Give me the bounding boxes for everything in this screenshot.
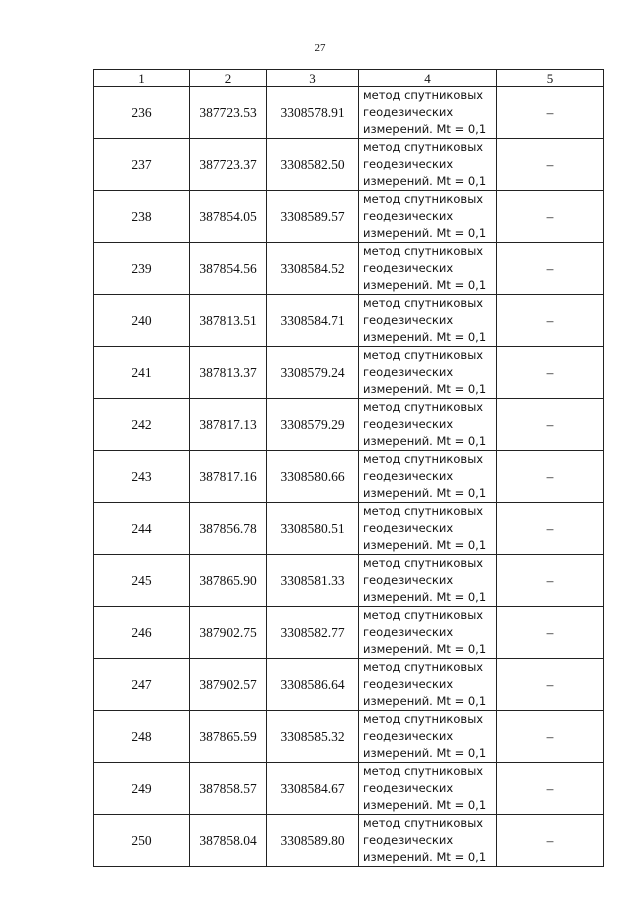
x-coordinate-cell: 387865.90 [190, 555, 267, 607]
x-coordinate-cell: 387902.75 [190, 607, 267, 659]
x-coordinate-cell: 387858.57 [190, 763, 267, 815]
y-coordinate-cell: 3308584.71 [267, 295, 359, 347]
y-coordinate-cell: 3308580.66 [267, 451, 359, 503]
method-cell [359, 87, 497, 139]
method-line: метод спутниковых [363, 608, 484, 622]
method-line: измерений. Mt = 0,1 [363, 798, 487, 812]
table-row [94, 607, 604, 659]
table-row [94, 555, 604, 607]
method-line: измерений. Mt = 0,1 [363, 382, 487, 396]
table-row [94, 399, 604, 451]
method-line: метод спутниковых [363, 556, 484, 570]
method-line: геодезических [363, 209, 454, 223]
method-cell [359, 763, 497, 815]
header-col-3: 3 [267, 70, 359, 87]
method-line: геодезических [363, 157, 454, 171]
method-line: измерений. Mt = 0,1 [363, 746, 487, 760]
point-number-cell: 249 [94, 763, 190, 815]
y-coordinate-cell: 3308586.64 [267, 659, 359, 711]
note-cell: – [497, 815, 604, 867]
method-line: метод спутниковых [363, 660, 484, 674]
method-cell [359, 191, 497, 243]
note-cell: – [497, 607, 604, 659]
point-number-cell: 250 [94, 815, 190, 867]
point-number-cell: 236 [94, 87, 190, 139]
method-line: измерений. Mt = 0,1 [363, 226, 487, 240]
method-line: метод спутниковых [363, 400, 484, 414]
method-line: геодезических [363, 105, 454, 119]
method-cell [359, 139, 497, 191]
method-line: метод спутниковых [363, 764, 484, 778]
x-coordinate-cell: 387817.13 [190, 399, 267, 451]
x-coordinate-cell: 387856.78 [190, 503, 267, 555]
method-cell [359, 503, 497, 555]
x-coordinate-cell: 387865.59 [190, 711, 267, 763]
header-col-5: 5 [497, 70, 604, 87]
table-header [94, 70, 604, 87]
point-number-cell: 240 [94, 295, 190, 347]
method-line: метод спутниковых [363, 88, 484, 102]
table-row [94, 711, 604, 763]
method-line: метод спутниковых [363, 244, 484, 258]
point-number-cell: 242 [94, 399, 190, 451]
method-line: измерений. Mt = 0,1 [363, 330, 487, 344]
y-coordinate-cell: 3308589.57 [267, 191, 359, 243]
x-coordinate-cell: 387817.16 [190, 451, 267, 503]
point-number-cell: 244 [94, 503, 190, 555]
note-cell: – [497, 711, 604, 763]
method-line: метод спутниковых [363, 452, 484, 466]
y-coordinate-cell: 3308579.29 [267, 399, 359, 451]
y-coordinate-cell: 3308589.80 [267, 815, 359, 867]
method-line: измерений. Mt = 0,1 [363, 278, 487, 292]
note-cell: – [497, 139, 604, 191]
note-cell: – [497, 295, 604, 347]
header-row [94, 70, 604, 87]
y-coordinate-cell: 3308578.91 [267, 87, 359, 139]
note-cell: – [497, 243, 604, 295]
method-cell [359, 243, 497, 295]
point-number-cell: 247 [94, 659, 190, 711]
method-line: измерений. Mt = 0,1 [363, 694, 487, 708]
x-coordinate-cell: 387813.51 [190, 295, 267, 347]
method-line: измерений. Mt = 0,1 [363, 122, 487, 136]
table-row [94, 87, 604, 139]
header-col-1: 1 [94, 70, 190, 87]
page-number: 27 [314, 42, 326, 54]
method-cell [359, 451, 497, 503]
method-cell [359, 295, 497, 347]
point-number-cell: 238 [94, 191, 190, 243]
point-number-cell: 248 [94, 711, 190, 763]
method-line: измерений. Mt = 0,1 [363, 590, 487, 604]
y-coordinate-cell: 3308584.52 [267, 243, 359, 295]
table-body [94, 87, 604, 867]
note-cell: – [497, 503, 604, 555]
method-line: геодезических [363, 417, 454, 431]
coordinates-table [93, 69, 604, 867]
method-line: метод спутниковых [363, 504, 484, 518]
point-number-cell: 245 [94, 555, 190, 607]
method-line: метод спутниковых [363, 348, 484, 362]
point-number-cell: 243 [94, 451, 190, 503]
note-cell: – [497, 555, 604, 607]
method-cell [359, 607, 497, 659]
point-number-cell: 237 [94, 139, 190, 191]
table-row [94, 295, 604, 347]
method-line: геодезических [363, 573, 454, 587]
method-cell [359, 659, 497, 711]
note-cell: – [497, 191, 604, 243]
note-cell: – [497, 347, 604, 399]
note-cell: – [497, 763, 604, 815]
x-coordinate-cell: 387723.53 [190, 87, 267, 139]
method-line: измерений. Mt = 0,1 [363, 538, 487, 552]
method-line: геодезических [363, 625, 454, 639]
note-cell: – [497, 659, 604, 711]
method-line: геодезических [363, 365, 454, 379]
method-line: метод спутниковых [363, 296, 484, 310]
table-row [94, 815, 604, 867]
point-number-cell: 246 [94, 607, 190, 659]
method-cell [359, 399, 497, 451]
note-cell: – [497, 399, 604, 451]
table-row [94, 243, 604, 295]
x-coordinate-cell: 387854.05 [190, 191, 267, 243]
table-row [94, 139, 604, 191]
note-cell: – [497, 451, 604, 503]
method-line: геодезических [363, 677, 454, 691]
method-line: измерений. Mt = 0,1 [363, 486, 487, 500]
method-line: геодезических [363, 469, 454, 483]
y-coordinate-cell: 3308581.33 [267, 555, 359, 607]
method-line: метод спутниковых [363, 816, 484, 830]
x-coordinate-cell: 387902.57 [190, 659, 267, 711]
note-cell: – [497, 87, 604, 139]
method-cell [359, 555, 497, 607]
method-line: метод спутниковых [363, 140, 484, 154]
method-line: измерений. Mt = 0,1 [363, 850, 487, 864]
method-line: измерений. Mt = 0,1 [363, 434, 487, 448]
x-coordinate-cell: 387723.37 [190, 139, 267, 191]
method-line: геодезических [363, 521, 454, 535]
point-number-cell: 239 [94, 243, 190, 295]
method-line: измерений. Mt = 0,1 [363, 174, 487, 188]
method-line: геодезических [363, 833, 454, 847]
y-coordinate-cell: 3308582.77 [267, 607, 359, 659]
y-coordinate-cell: 3308585.32 [267, 711, 359, 763]
y-coordinate-cell: 3308580.51 [267, 503, 359, 555]
method-line: геодезических [363, 729, 454, 743]
table-row [94, 503, 604, 555]
y-coordinate-cell: 3308579.24 [267, 347, 359, 399]
table-row [94, 451, 604, 503]
method-line: метод спутниковых [363, 712, 484, 726]
x-coordinate-cell: 387854.56 [190, 243, 267, 295]
table-row [94, 347, 604, 399]
point-number-cell: 241 [94, 347, 190, 399]
method-cell [359, 711, 497, 763]
x-coordinate-cell: 387813.37 [190, 347, 267, 399]
method-line: геодезических [363, 313, 454, 327]
table-row [94, 763, 604, 815]
table-row [94, 659, 604, 711]
method-line: геодезических [363, 781, 454, 795]
x-coordinate-cell: 387858.04 [190, 815, 267, 867]
y-coordinate-cell: 3308582.50 [267, 139, 359, 191]
method-cell [359, 347, 497, 399]
method-line: геодезических [363, 261, 454, 275]
y-coordinate-cell: 3308584.67 [267, 763, 359, 815]
header-col-2: 2 [190, 70, 267, 87]
method-line: измерений. Mt = 0,1 [363, 642, 487, 656]
method-line: метод спутниковых [363, 192, 484, 206]
method-cell [359, 815, 497, 867]
table-row [94, 191, 604, 243]
header-col-4: 4 [359, 70, 497, 87]
